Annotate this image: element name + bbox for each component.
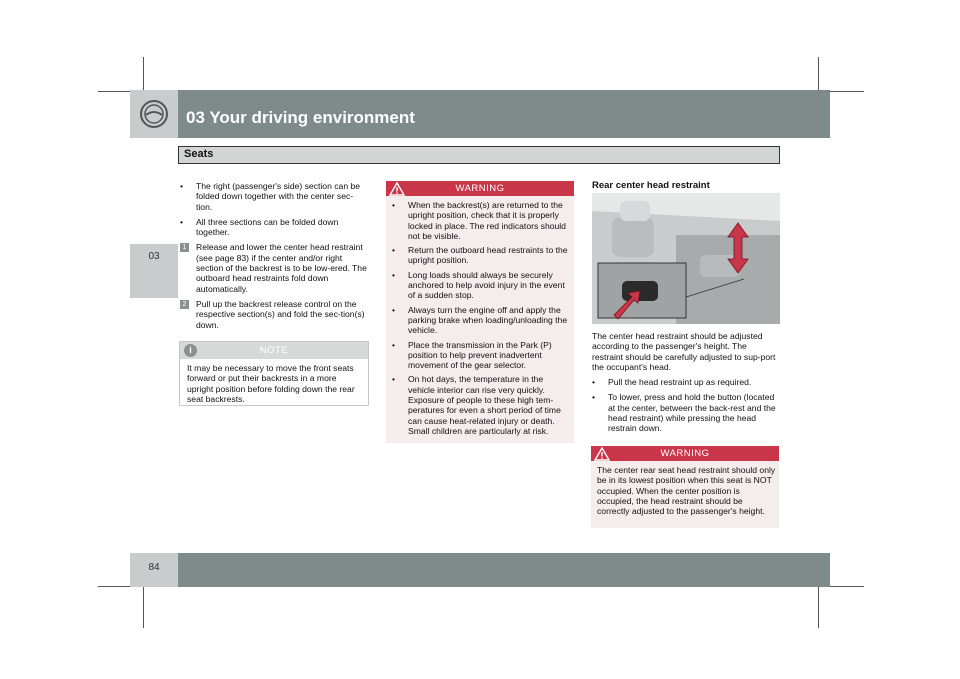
step-number: 2 — [180, 300, 189, 309]
bullet: • — [392, 200, 396, 210]
paragraph: The center head restraint should be adjusted according to the passenger's height. The restraint should be carefully adjusted to sup-port the occupant's head. — [592, 331, 776, 372]
bullet: • — [592, 392, 596, 403]
warning-item-text: Long loads should always be securely anchored to help avoid injury in the event of a sudden stop. — [408, 269, 565, 301]
page-number: 84 — [148, 562, 160, 573]
bullet: • — [392, 304, 396, 315]
note-label: NOTE — [259, 345, 289, 356]
head-restraint-illustration — [592, 193, 780, 324]
warning-item — [392, 270, 572, 301]
bullet: • — [392, 339, 396, 350]
page-title: 03 Your driving environment — [186, 108, 415, 127]
bullet: • — [392, 245, 396, 256]
warning-item — [392, 374, 572, 436]
warning-item — [392, 305, 572, 336]
step-item — [180, 299, 368, 330]
warning-box — [386, 181, 574, 443]
warning-list — [392, 200, 572, 440]
warning-item — [392, 245, 572, 266]
warning-item-text: On hot days, the temperature in the vehicle interior can rise very quickly. Exposure of people to these high tem-peratures for even a short period of time can cause heat-related injury or death. Small children are particularly at risk. — [408, 374, 561, 436]
list-item — [180, 181, 368, 212]
list-item-text: All three sections can be folded down together. — [196, 216, 339, 238]
list-item-text: Pull the head restraint up as required. — [608, 377, 752, 388]
list-item — [592, 377, 780, 387]
step-number: 1 — [180, 243, 189, 252]
subsection-title: Rear center head restraint — [592, 180, 710, 191]
warning-label: WARNING — [660, 448, 710, 459]
note-text: It may be necessary to move the front seats forward or put their backrests in a more upright position before folding down the rear seat backrests. — [187, 363, 355, 404]
bullet: • — [180, 216, 184, 227]
warning-item-text: Return the outboard head restraints to the upright position. — [408, 245, 568, 266]
bullet: • — [392, 374, 396, 385]
warning-label: WARNING — [455, 183, 505, 194]
header-tab — [130, 90, 178, 138]
section-bar — [178, 146, 780, 164]
list-item — [592, 392, 780, 433]
bullet: • — [392, 269, 396, 280]
bullet: • — [592, 377, 596, 388]
seat-photo — [592, 193, 780, 324]
warning-item — [392, 200, 572, 241]
info-icon: i — [184, 344, 197, 357]
warning-item-text: Always turn the engine off and apply the parking brake when loading/unloading the vehicle. — [408, 304, 568, 336]
section-title: Seats — [184, 148, 214, 160]
step-text: Release and lower the center head restraint (see page 83) if the center and/or right section of the backrest is to be low-ered. The outboard head restraints fold down automatically. — [196, 242, 367, 294]
warning-item-text: When the backrest(s) are returned to the upright position, check that it is properly locked in place. The red indicators should not be visible. — [408, 200, 566, 241]
chapter-number: 03 — [148, 251, 160, 262]
step-text: Pull up the backrest release control on the respective section(s) and fold the sec-tion(s) down. — [196, 298, 365, 330]
warning-item — [392, 340, 572, 371]
list-item-text: The right (passenger's side) section can be folded down together with the center sec-tion. — [196, 181, 361, 212]
bullet: • — [180, 181, 184, 191]
step-item — [180, 242, 368, 293]
column-3-text — [592, 331, 780, 439]
warning-text: The center rear seat head restraint should only be in its lowest position when this seat is NOT occupied. When the center position is occupied, the head restraint should be correctly adjusted to the passenger's height. — [597, 465, 776, 517]
note-box — [179, 341, 369, 406]
warning-item-text: Place the transmission in the Park (P) position to help prevent inadvertent movement of the gear selector. — [408, 339, 552, 371]
list-item — [180, 217, 368, 238]
steering-wheel-icon — [130, 90, 178, 138]
footer-bar — [178, 553, 830, 587]
list-item-text: To lower, press and hold the button (located at the center, between the back-rest and the head restraint) while pressing the head restrain down. — [608, 392, 776, 434]
warning-box — [591, 446, 779, 528]
column-1 — [180, 181, 368, 335]
